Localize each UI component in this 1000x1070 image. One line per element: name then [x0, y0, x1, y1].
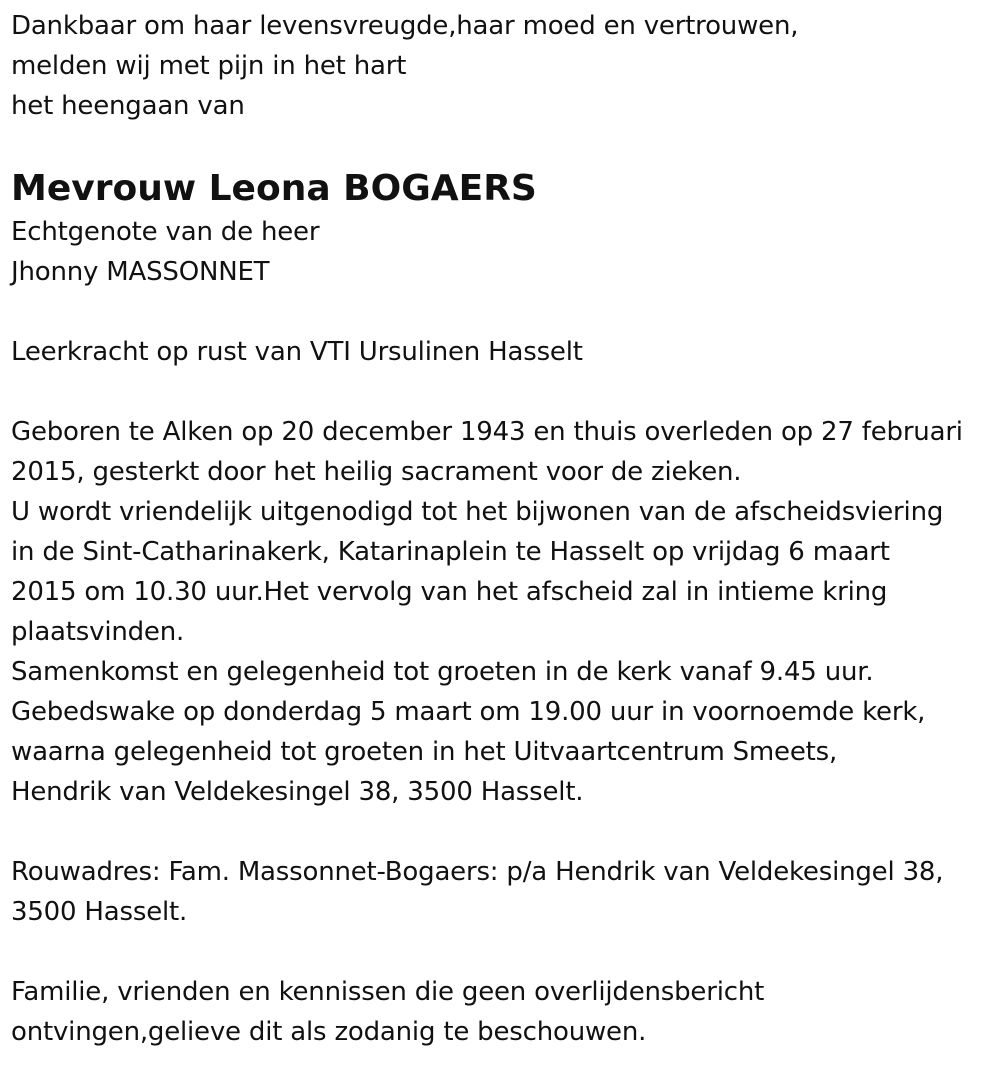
spouse-paragraph	[11, 212, 996, 292]
closing-line: ontvingen,gelieve dit als zodanig te beschouwen.	[11, 1017, 647, 1047]
spacer	[11, 932, 996, 972]
occupation-line: Leerkracht op rust van VTI Ursulinen Hasselt	[11, 337, 583, 367]
occupation-paragraph	[11, 332, 996, 372]
details-line: U wordt vriendelijk uitgenodigd tot het bijwonen van de afscheidsviering	[11, 497, 944, 527]
spacer	[11, 372, 996, 412]
details-line: Gebedswake op donderdag 5 maart om 19.00 uur in voornoemde kerk,	[11, 697, 926, 727]
closing-line: Familie, vrienden en kennissen die geen overlijdensbericht	[11, 977, 765, 1007]
intro-line: melden wij met pijn in het hart	[11, 51, 407, 81]
details-line: 2015 om 10.30 uur.Het vervolg van het afscheid zal in intieme kring	[11, 577, 888, 607]
address-line: Rouwadres: Fam. Massonnet-Bogaers: p/a Hendrik van Veldekesingel 38,	[11, 857, 944, 887]
details-line: Hendrik van Veldekesingel 38, 3500 Hasselt.	[11, 777, 584, 807]
spacer	[11, 292, 996, 332]
details-line: Samenkomst en gelegenheid tot groeten in de kerk vanaf 9.45 uur.	[11, 657, 874, 687]
address-paragraph	[11, 852, 996, 932]
spouse-line: Echtgenote van de heer	[11, 217, 320, 247]
closing-paragraph	[11, 972, 996, 1052]
intro-line: het heengaan van	[11, 91, 245, 121]
details-line: 2015, gesterkt door het heilig sacrament voor de zieken.	[11, 457, 742, 487]
spouse-name: Jhonny MASSONNET	[11, 257, 270, 287]
address-line: 3500 Hasselt.	[11, 897, 188, 927]
spacer	[11, 812, 996, 852]
intro-paragraph	[11, 6, 996, 126]
details-line: Geboren te Alken op 20 december 1943 en thuis overleden op 27 februari	[11, 417, 963, 447]
details-paragraph	[11, 412, 996, 812]
details-line: in de Sint-Catharinakerk, Katarinaplein te Hasselt op vrijdag 6 maart	[11, 537, 890, 567]
death-notice	[11, 6, 996, 1052]
deceased-name: Mevrouw Leona BOGAERS	[11, 168, 537, 209]
details-line: waarna gelegenheid tot groeten in het Uitvaartcentrum Smeets,	[11, 737, 838, 767]
intro-line: Dankbaar om haar levensvreugde,haar moed en vertrouwen,	[11, 11, 799, 41]
details-line: plaatsvinden.	[11, 617, 185, 647]
